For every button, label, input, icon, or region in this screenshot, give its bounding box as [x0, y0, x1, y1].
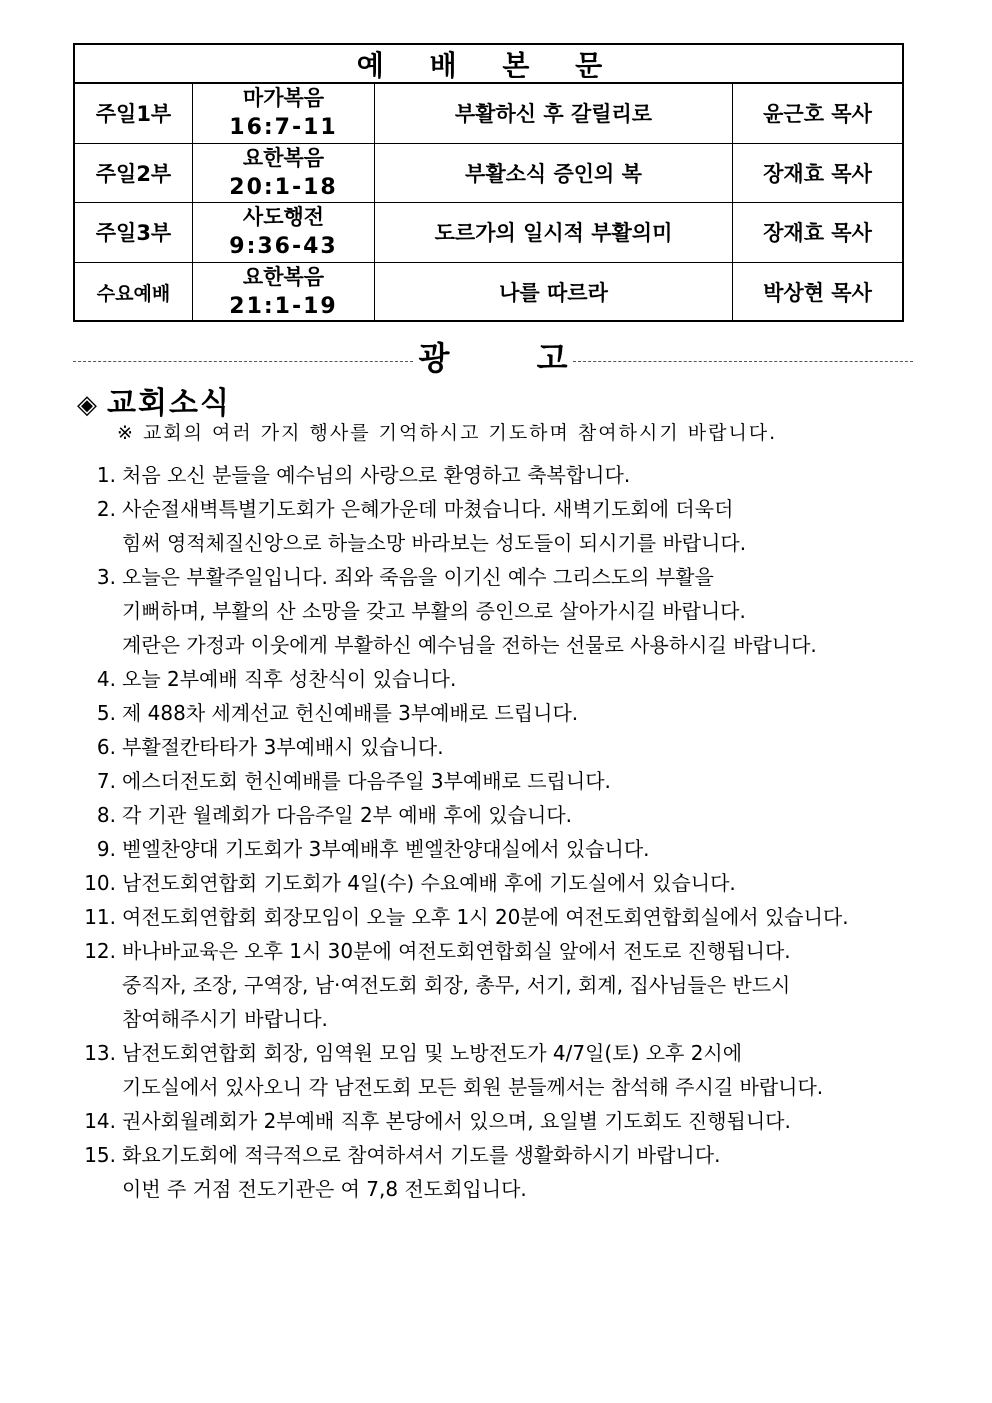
- notice-item: [70, 866, 930, 900]
- church-news-title: 교회소식: [107, 386, 231, 421]
- notice-text: [122, 866, 930, 900]
- notice-item: [70, 1138, 930, 1206]
- notice-text: [122, 492, 930, 560]
- sermon-title: 부활하신 후 갈릴리로: [375, 84, 733, 143]
- notice-line: 화요기도회에 적극적으로 참여하셔서 기도를 생활화하시기 바랍니다.: [122, 1143, 721, 1167]
- notice-text: [122, 832, 930, 866]
- notice-line: 남전도회연합회 회장, 임역원 모임 및 노방전도가 4/7일(토) 오후 2시에: [122, 1041, 743, 1065]
- notice-line: 남전도회연합회 기도회가 4일(수) 수요예배 후에 기도실에서 있습니다.: [122, 871, 736, 895]
- notice-number: 12.: [84, 939, 116, 963]
- notice-item: [70, 798, 930, 832]
- scripture-cell: [193, 203, 375, 262]
- notice-item: [70, 492, 930, 560]
- scripture-book: 사도행전: [242, 205, 325, 230]
- scripture-book: 요한복음: [242, 265, 325, 290]
- notice-text: [122, 900, 930, 934]
- scripture-cell: [193, 144, 375, 203]
- notice-line: 힘써 영적체질신앙으로 하늘소망 바라보는 성도들이 되시기를 바랍니다.: [122, 531, 747, 555]
- notice-number: 14.: [84, 1109, 116, 1133]
- notice-text: [122, 798, 930, 832]
- sermon-title: 도르가의 일시적 부활의미: [375, 203, 733, 262]
- church-news-heading: [77, 378, 231, 422]
- notice-number: 11.: [84, 905, 116, 929]
- scripture-ref: 16:7-11: [229, 115, 338, 141]
- preacher: 장재효 목사: [763, 161, 872, 186]
- notice-number: 8.: [96, 803, 116, 827]
- scripture-book: 요한복음: [242, 145, 325, 170]
- sermon-title: 나를 따르라: [375, 263, 733, 323]
- notice-item: [70, 1104, 930, 1138]
- notice-item: [70, 696, 930, 730]
- notice-line: 제 488차 세계선교 헌신예배를 3부예배로 드립니다.: [122, 701, 579, 725]
- notice-text: [122, 934, 930, 1036]
- notice-text: [122, 560, 930, 662]
- notice-list: [70, 458, 930, 1206]
- notice-text: [122, 696, 930, 730]
- notice-item: [70, 1036, 930, 1104]
- preacher: 장재효 목사: [763, 221, 872, 246]
- notice-line: 권사회월례회가 2부예배 직후 본당에서 있으며, 요일별 기도회도 진행됩니다.: [122, 1109, 791, 1133]
- notice-text: [122, 1104, 930, 1138]
- notice-number: 5.: [96, 701, 116, 725]
- announcements-divider: [73, 333, 913, 377]
- worship-scripture-table: [73, 43, 904, 322]
- notice-item: [70, 560, 930, 662]
- service-name: 수요예배: [75, 263, 193, 323]
- dashed-rule: [573, 361, 913, 362]
- notice-line: 이번 주 거점 전도기관은 여 7,8 전도회입니다.: [122, 1177, 527, 1201]
- notice-number: 4.: [96, 667, 116, 691]
- notice-item: [70, 662, 930, 696]
- notice-line: 사순절새벽특별기도회가 은혜가운데 마쳤습니다. 새벽기도회에 더욱더: [122, 497, 734, 521]
- notice-line: 처음 오신 분들을 예수님의 사랑으로 환영하고 축복합니다.: [122, 463, 631, 487]
- worship-row: [75, 203, 902, 263]
- notice-line: 부활절칸타타가 3부예배시 있습니다.: [122, 735, 444, 759]
- notice-text: [122, 1036, 930, 1104]
- notice-item: [70, 934, 930, 1036]
- worship-row: [75, 84, 902, 144]
- notice-line: 기뻐하며, 부활의 산 소망을 갖고 부활의 증인으로 살아가시길 바랍니다.: [122, 599, 746, 623]
- scripture-ref: 21:1-19: [229, 294, 338, 320]
- scripture-ref: 20:1-18: [229, 174, 338, 200]
- notice-line: 참여해주시기 바랍니다.: [122, 1007, 328, 1031]
- notice-line: 중직자, 조장, 구역장, 남·여전도회 회장, 총무, 서기, 회계, 집사님들은 반드시: [122, 973, 791, 997]
- notice-line: 계란은 가정과 이웃에게 부활하신 예수님을 전하는 선물로 사용하시길 바랍니다.: [122, 633, 817, 657]
- service-name: 주일3부: [75, 203, 193, 262]
- notice-number: 9.: [96, 837, 116, 861]
- notice-text: [122, 1138, 930, 1206]
- notice-line: 여전도회연합회 회장모임이 오늘 오후 1시 20분에 여전도회연합회실에서 있습니다.: [122, 905, 849, 929]
- notice-item: [70, 832, 930, 866]
- notice-line: 에스더전도회 헌신예배를 다음주일 3부예배로 드립니다.: [122, 769, 611, 793]
- notice-line: 오늘 2부예배 직후 성찬식이 있습니다.: [122, 667, 457, 691]
- notice-item: [70, 764, 930, 798]
- notice-number: 15.: [84, 1143, 116, 1167]
- preacher: 윤근호 목사: [763, 102, 872, 127]
- notice-number: 6.: [96, 735, 116, 759]
- notice-line: 바나바교육은 오후 1시 30분에 여전도회연합회실 앞에서 전도로 진행됩니다.: [122, 939, 791, 963]
- service-name: 주일1부: [75, 84, 193, 143]
- notice-number: 10.: [84, 871, 116, 895]
- notice-item: [70, 458, 930, 492]
- diamond-bullet-icon: ◈: [77, 390, 99, 420]
- notice-item: [70, 900, 930, 934]
- notice-item: [70, 730, 930, 764]
- notice-number: 1.: [96, 463, 116, 487]
- notice-text: [122, 662, 930, 696]
- notice-text: [122, 764, 930, 798]
- scripture-cell: [193, 263, 375, 323]
- notice-line: 각 기관 월례회가 다음주일 2부 예배 후에 있습니다.: [122, 803, 572, 827]
- notice-number: 3.: [96, 565, 116, 589]
- notice-line: 기도실에서 있사오니 각 남전도회 모든 회원 분들께서는 참석해 주시길 바랍니다.: [122, 1075, 824, 1099]
- sermon-title: 부활소식 증인의 복: [375, 144, 733, 203]
- notice-text: [122, 458, 930, 492]
- notice-line: 벧엘찬양대 기도회가 3부예배후 벧엘찬양대실에서 있습니다.: [122, 837, 650, 861]
- notice-number: 7.: [96, 769, 116, 793]
- worship-table-title: 예 배 본 문: [75, 45, 902, 84]
- notice-number: 13.: [84, 1041, 116, 1065]
- scripture-ref: 9:36-43: [229, 234, 338, 260]
- notice-number: 2.: [96, 497, 116, 521]
- church-news-note: ※ 교회의 여러 가지 행사를 기억하시고 기도하며 참여하시기 바랍니다.: [117, 422, 778, 444]
- notice-line: 오늘은 부활주일입니다. 죄와 죽음을 이기신 예수 그리스도의 부활을: [122, 565, 714, 589]
- worship-row: [75, 144, 902, 204]
- preacher: 박상현 목사: [763, 281, 872, 306]
- scripture-cell: [193, 84, 375, 143]
- notice-text: [122, 730, 930, 764]
- announcements-title: 광 고: [418, 339, 606, 377]
- worship-row: [75, 263, 902, 323]
- service-name: 주일2부: [75, 144, 193, 203]
- scripture-book: 마가복음: [242, 86, 325, 111]
